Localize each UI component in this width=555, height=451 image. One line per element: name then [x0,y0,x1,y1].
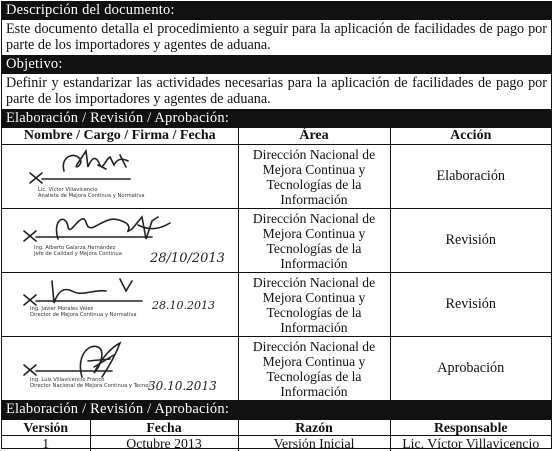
table-row [2,436,551,451]
description-header: Descripción del documento: [2,2,551,20]
signer-position: Director de Mejora Continua y Normativa [30,312,137,318]
document-page [1,1,552,449]
signature-cell [2,145,238,209]
description-text: Este documento detalla el procedimiento a seguir para la aplicación de facilidades de pago por parte de los importadores y agentes de aduana. [2,20,551,56]
action-cell: Aprobación [390,337,551,401]
signer-name: Ing. Alberto Galarza Hernández [34,245,116,251]
column-header-version: Versión [2,420,90,436]
column-header-reason: Razón [238,420,390,436]
column-header-date: Fecha [90,420,238,436]
column-header-name: Nombre / Cargo / Firma / Fecha [2,128,238,145]
version-history-table [2,419,551,451]
action-cell: Elaboración [390,145,551,209]
signer-name: Lic. Víctor Villavicencio [38,187,98,193]
area-cell: Dirección Nacional de Mejora Continua y Tecnologías de la Información [238,145,390,209]
approval-row [2,337,551,401]
objective-header: Objetivo: [2,56,551,74]
approval-header: Elaboración / Revisión / Aprobación: [2,110,551,128]
date-cell: Octubre 2013 [90,436,238,451]
signature-date: 28/10/2013 [150,251,225,266]
signer-position: Jefe de Calidad y Mejora Continua [34,251,122,257]
approval-row [2,209,551,273]
column-header-action: Acción [390,128,551,145]
area-cell: Dirección Nacional de Mejora Continua y Tecnologías de la Información [238,337,390,401]
column-header-area: Área [238,128,390,145]
signer-name: Ing. Luis Villavicencio Franco [30,377,105,383]
objective-text: Definir y estandarizar las actividades necesarias para la aplicación de facilidades de pago por parte de los importadores y agentes de aduana. [2,74,551,110]
signer-position: Director Nacional de Mejora Continua y Tecnol... [30,383,155,389]
area-cell: Dirección Nacional de Mejora Continua y Tecnologías de la Información [238,273,390,337]
approval-row [2,145,551,209]
signature-cell [2,273,238,337]
signer-name: Ing. Javier Morales Vélez [30,306,94,312]
area-cell: Dirección Nacional de Mejora Continua y Tecnologías de la Información [238,209,390,273]
signature-date: 30.10.2013 [148,379,217,393]
version-history-header: Elaboración / Revisión / Aprobación: [2,401,551,419]
version-cell: 1 [2,436,90,451]
approval-table [2,128,551,401]
action-cell: Revisión [390,273,551,337]
approval-table-header-row [2,128,551,145]
action-cell: Revisión [390,209,551,273]
responsible-cell: Lic. Víctor Villavicencio [390,436,551,451]
column-header-responsible: Responsable [390,420,551,436]
signature-date: 28.10.2013 [152,299,215,312]
signature-cell [2,209,238,273]
reason-cell: Versión Inicial [238,436,390,451]
signer-position: Analista de Mejora Continua y Normativa [38,193,145,199]
approval-row [2,273,551,337]
signature-cell [2,337,238,401]
version-table-header-row [2,420,551,436]
